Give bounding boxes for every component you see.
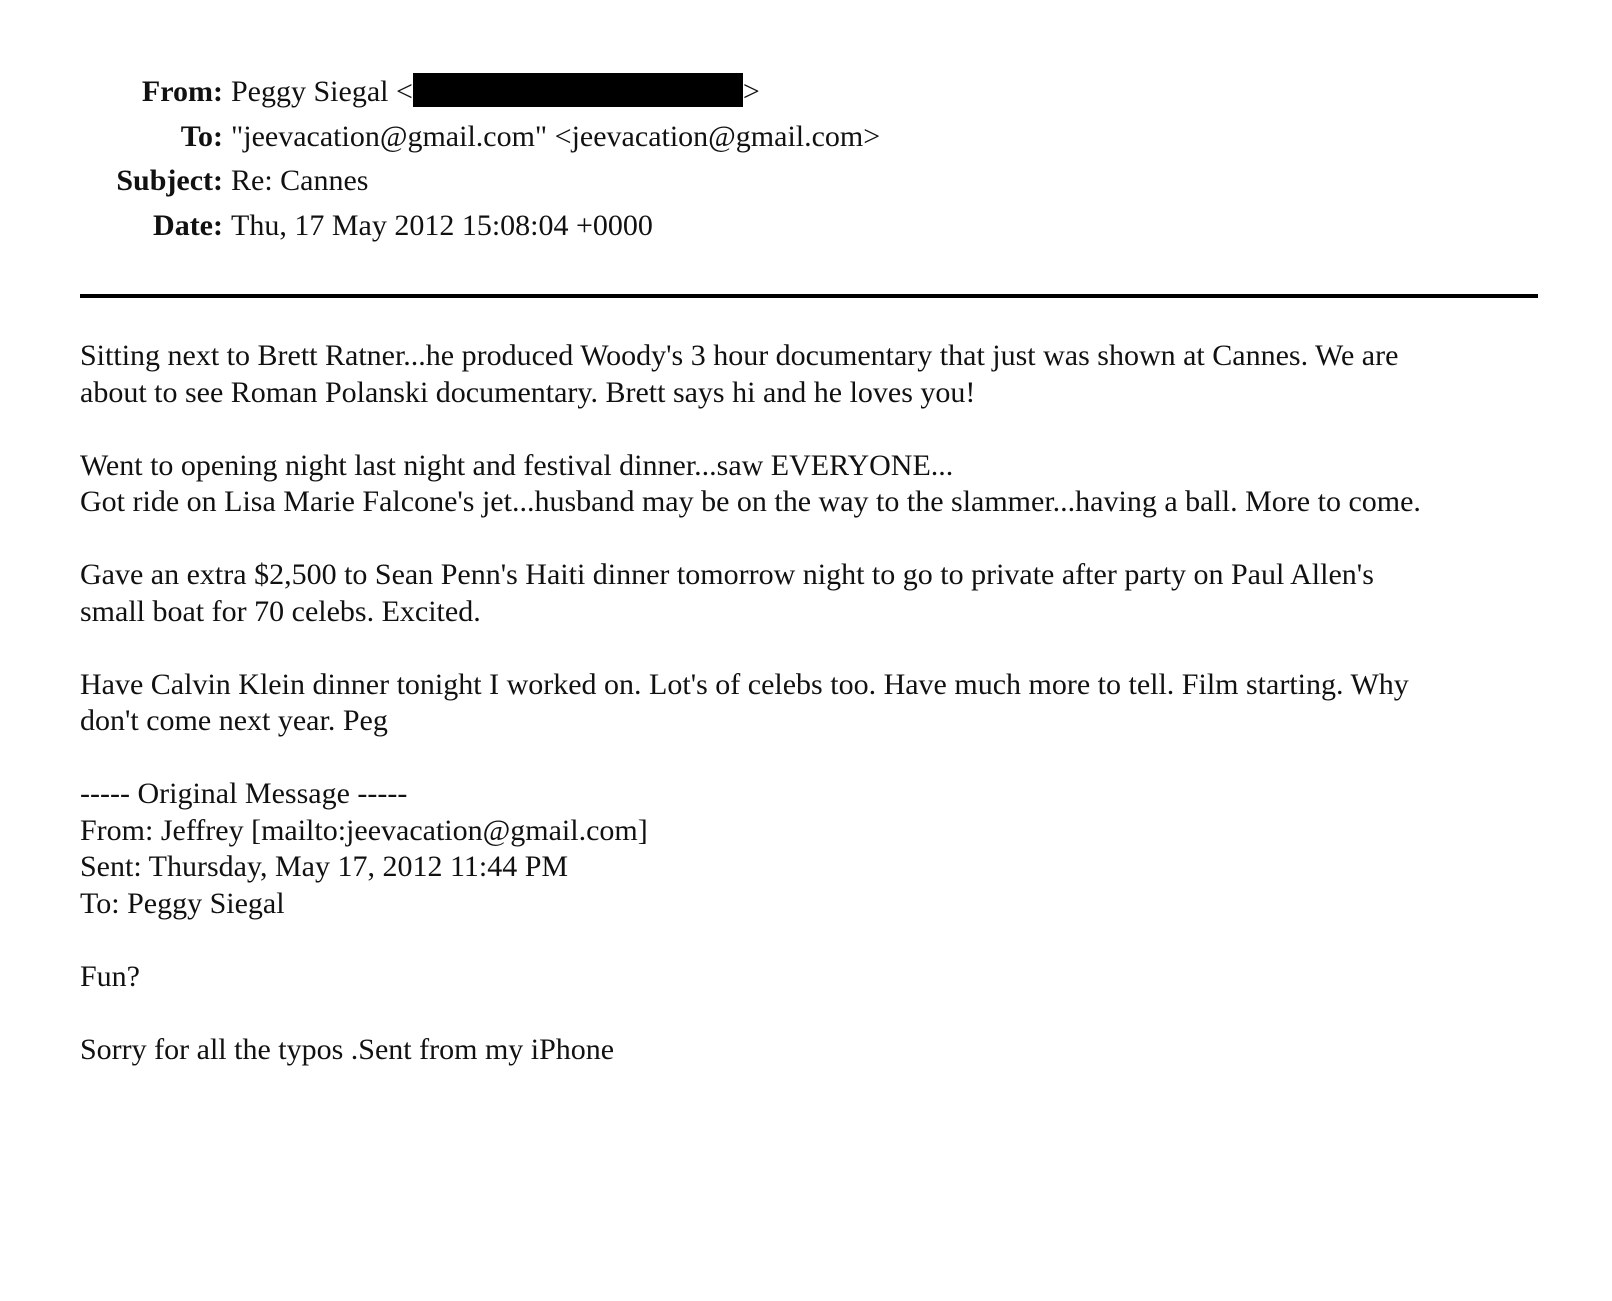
from-value bbox=[231, 70, 760, 115]
body-paragraph bbox=[80, 959, 1550, 996]
header-subject-row bbox=[0, 159, 1612, 204]
from-name: Peggy Siegal < bbox=[231, 75, 413, 108]
body-paragraph bbox=[80, 557, 1550, 630]
subject-value: Re: Cannes bbox=[231, 164, 369, 197]
signature-line bbox=[80, 1032, 1550, 1069]
body-line: Got ride on Lisa Marie Falcone's jet...husband may be on the way to the slammer...having a ball. More to come. bbox=[80, 485, 1421, 518]
redaction-block bbox=[413, 73, 743, 107]
original-message-block bbox=[80, 776, 1550, 922]
to-value: "jeevacation@gmail.com" <jeevacation@gmail.com> bbox=[231, 119, 881, 153]
from-close: > bbox=[742, 75, 760, 108]
body-line: Sitting next to Brett Ratner...he produced Woody's 3 hour documentary that just was shown at Cannes. We are bbox=[80, 339, 1399, 372]
to-label: To: bbox=[180, 119, 223, 153]
body-paragraph bbox=[80, 448, 1550, 521]
email-header bbox=[0, 70, 1612, 248]
original-from: From: Jeffrey [mailto:jeevacation@gmail.com] bbox=[80, 813, 648, 847]
body-line: about to see Roman Polanski documentary. Brett says hi and he loves you! bbox=[80, 375, 976, 409]
header-divider bbox=[80, 294, 1538, 298]
body-line: Fun? bbox=[80, 959, 140, 993]
body-line: Have Calvin Klein dinner tonight I worked on. Lot's of celebs too. Have much more to tell. Film starting. Why bbox=[80, 667, 1409, 701]
original-sent: Sent: Thursday, May 17, 2012 11:44 PM bbox=[80, 850, 569, 883]
body-line: Went to opening night last night and festival dinner...saw EVERYONE... bbox=[80, 448, 954, 482]
subject-label: Subject: bbox=[116, 164, 223, 197]
original-message-separator: ----- Original Message ----- bbox=[80, 777, 408, 810]
date-label: Date: bbox=[153, 208, 223, 242]
body-line: don't come next year. Peg bbox=[80, 704, 388, 737]
from-label: From: bbox=[141, 75, 223, 108]
header-date-row bbox=[0, 204, 1612, 249]
body-paragraph bbox=[80, 338, 1550, 411]
header-from-row bbox=[0, 70, 1612, 115]
body-paragraph bbox=[80, 667, 1550, 740]
original-to: To: Peggy Siegal bbox=[80, 886, 285, 920]
date-value: Thu, 17 May 2012 15:08:04 +0000 bbox=[231, 208, 653, 242]
body-line: Sorry for all the typos .Sent from my iPhone bbox=[80, 1032, 615, 1066]
header-to-row bbox=[0, 115, 1612, 160]
body-line: Gave an extra $2,500 to Sean Penn's Haiti dinner tomorrow night to go to private after party on Paul Allen's bbox=[80, 558, 1374, 591]
body-line: small boat for 70 celebs. Excited. bbox=[80, 594, 481, 628]
email-body bbox=[80, 338, 1550, 1105]
